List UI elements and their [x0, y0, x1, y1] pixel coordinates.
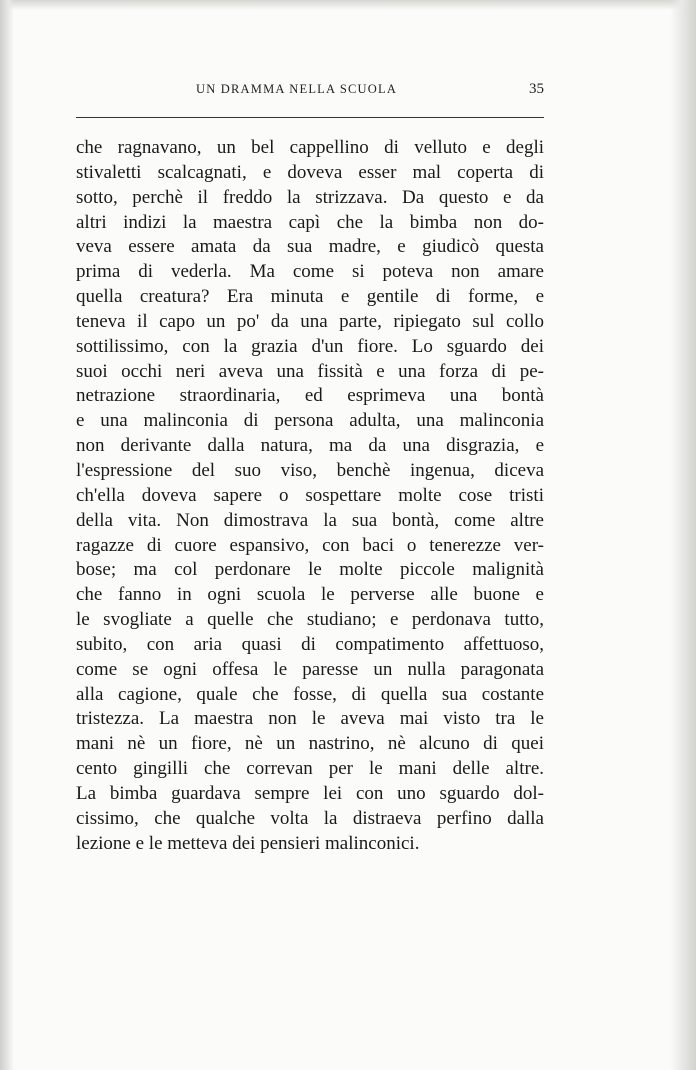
- text-line: lezione e le metteva dei pensieri malinconici.: [76, 832, 420, 854]
- text-line: della vita. Non dimostrava la sua bontà, come altre: [76, 509, 544, 531]
- text-line: e una malinconia di persona adulta, una malinconia: [76, 410, 544, 432]
- text-line: cissimo, che qualche volta la distraeva perfino dalla: [76, 807, 544, 829]
- text-line: stivaletti scalcagnati, e doveva esser mal coperta di: [76, 161, 544, 183]
- text-line: sottilissimo, con la grazia d'un fiore. Lo sguardo dei: [76, 335, 544, 357]
- text-line: La bimba guardava sempre lei con uno sguardo dol-: [76, 782, 544, 804]
- text-line: alla cagione, quale che fosse, di quella sua costante: [76, 683, 544, 705]
- text-line: quella creatura? Era minuta e gentile di forme, e: [76, 286, 544, 308]
- page-top-shadow: [0, 0, 696, 10]
- text-line: subito, con aria quasi di compatimento affettuoso,: [76, 633, 544, 655]
- running-head: [76, 82, 544, 102]
- header-rule: [76, 117, 544, 118]
- text-line: bose; ma col perdonare le molte piccole malignità: [76, 559, 544, 581]
- text-line: l'espressione del suo viso, benchè ingenua, diceva: [76, 459, 544, 481]
- text-line: ch'ella doveva sapere o sospettare molte cose tristi: [76, 484, 544, 506]
- text-line: mani nè un fiore, nè un nastrino, nè alcuno di quei: [76, 733, 544, 755]
- text-line: come se ogni offesa le paresse un nulla paragonata: [76, 658, 544, 680]
- text-line: che fanno in ogni scuola le perverse alle buone e: [76, 584, 544, 606]
- body-text: [76, 136, 544, 856]
- text-line: netrazione straordinaria, ed esprimeva una bontà: [76, 385, 544, 407]
- text-line: veva essere amata da sua madre, e giudicò questa: [76, 236, 544, 258]
- text-line: suoi occhi neri aveva una fissità e una forza di pe-: [76, 360, 544, 382]
- text-line: tristezza. La maestra non le aveva mai visto tra le: [76, 708, 544, 730]
- page-left-shadow: [0, 0, 14, 1070]
- page-right-shadow: [670, 0, 696, 1070]
- text-line: prima di vederla. Ma come si poteva non amare: [76, 261, 544, 283]
- page-number: 35: [529, 81, 544, 97]
- running-title: UN DRAMMA NELLA SCUOLA: [196, 82, 398, 96]
- text-line: cento gingilli che correvan per le mani delle altre.: [76, 758, 544, 780]
- text-line: ragazze di cuore espansivo, con baci o tenerezze ver-: [76, 534, 544, 556]
- text-line: teneva il capo un po' da una parte, ripiegato sul collo: [76, 310, 544, 332]
- text-line: le svogliate a quelle che studiano; e perdonava tutto,: [76, 609, 544, 631]
- text-line: non derivante dalla natura, ma da una disgrazia, e: [76, 435, 544, 457]
- text-line: sotto, perchè il freddo la strizzava. Da questo e da: [76, 186, 544, 208]
- text-line: altri indizi la maestra capì che la bimba non do-: [76, 211, 544, 233]
- text-line: che ragnavano, un bel cappellino di velluto e degli: [76, 137, 544, 158]
